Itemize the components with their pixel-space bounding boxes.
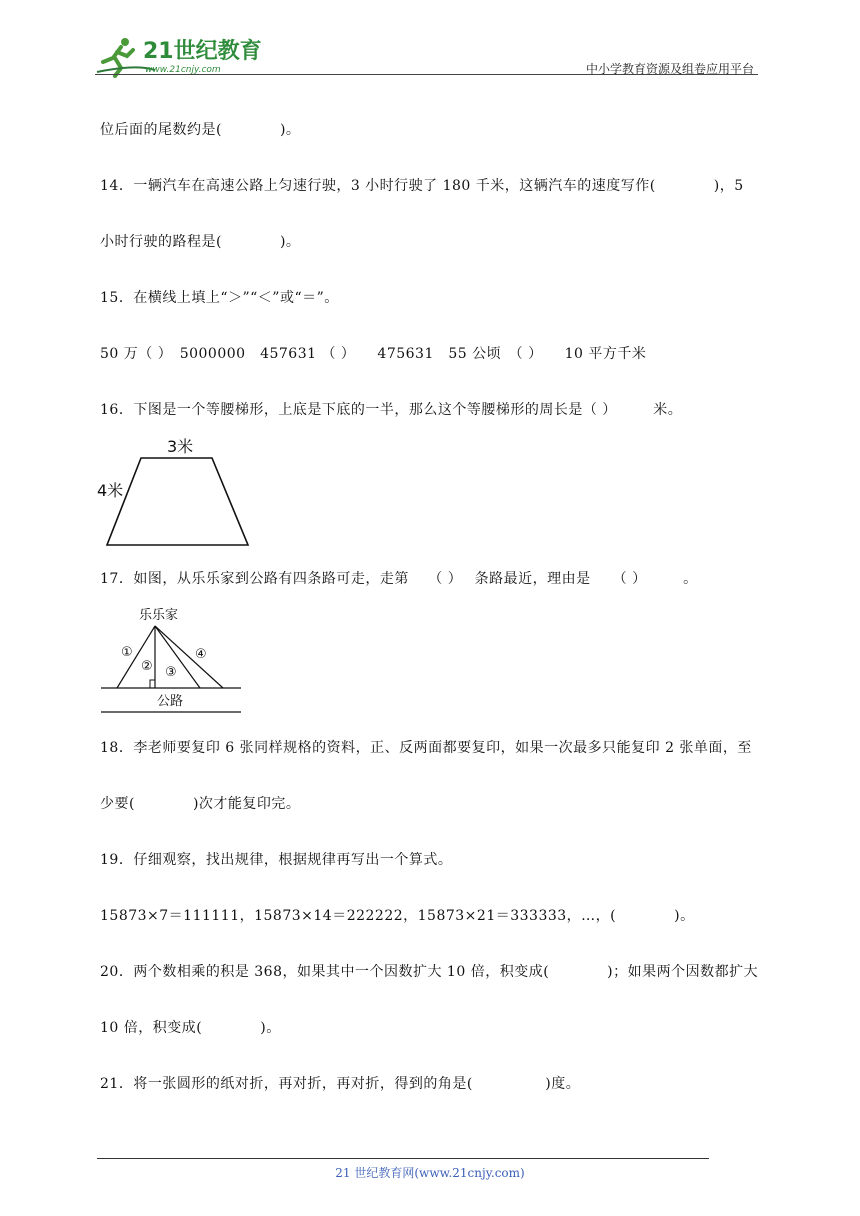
platform-title: 中小学教育资源及组卷应用平台	[585, 62, 754, 76]
trapezoid-top-label: 3米	[167, 437, 194, 456]
path-label-3: ③	[165, 665, 177, 680]
roads-figure	[95, 604, 245, 716]
footer-divider	[97, 1158, 709, 1159]
q20-line1: 20．两个数相乘的积是 368，如果其中一个因数扩大 10 倍，积变成( )；如果两个因数都扩大	[100, 964, 759, 980]
site-logo	[95, 34, 265, 78]
road-label: 公路	[157, 694, 184, 709]
q15-prompt: 15．在横线上填上“＞”“＜”或“＝”。	[100, 290, 339, 306]
q17-prompt: 17．如图，从乐乐家到公路有四条路可走，走第 （ ） 条路最近，理由是 （ ） 。	[100, 571, 698, 587]
path-3	[155, 626, 200, 688]
trapezoid-figure	[95, 432, 260, 552]
trapezoid-side-label: 4米	[97, 481, 124, 500]
q14-line2: 小时行驶的路程是( )。	[100, 234, 301, 250]
q21-prompt: 21．将一张圆形的纸对折，再对折，再对折，得到的角是( )度。	[100, 1076, 581, 1092]
logo-text: 21世纪教育	[143, 39, 262, 64]
footer-link[interactable]: 21 世纪教育网(www.21cnjy.com)	[335, 1166, 525, 1180]
home-label: 乐乐家	[139, 608, 179, 623]
q15-comparisons: 50 万（ ） 5000000 457631 （ ） 475631 55 公顷 （ ） 10 平方千米	[100, 346, 647, 362]
right-angle-mark	[150, 680, 155, 688]
path-label-4: ④	[195, 647, 207, 662]
logo-url: www.21cnjy.com	[145, 65, 221, 75]
q19-prompt: 19．仔细观察，找出规律，根据规律再写出一个算式。	[100, 852, 453, 868]
q18-line2: 少要( )次才能复印完。	[100, 796, 301, 812]
path-label-2: ②	[141, 659, 153, 674]
q13-continuation: 位后面的尾数约是( )。	[100, 122, 301, 138]
trapezoid-shape	[107, 458, 248, 545]
q20-line2: 10 倍，积变成( )。	[100, 1020, 281, 1036]
q16-prompt: 16．下图是一个等腰梯形，上底是下底的一半，那么这个等腰梯形的周长是（ ） 米。	[100, 402, 683, 418]
q18-line1: 18．李老师要复印 6 张同样规格的资料，正、反两面都要复印，如果一次最多只能复印 2 张单面，至	[100, 740, 752, 756]
header-divider	[95, 74, 758, 75]
q19-formulas: 15873×7＝111111，15873×14＝222222，15873×21＝333333，…，( )。	[100, 908, 695, 924]
q14-line1: 14．一辆汽车在高速公路上匀速行驶，3 小时行驶了 180 千米，这辆汽车的速度写作( )，5	[100, 178, 744, 194]
path-label-1: ①	[121, 645, 133, 660]
